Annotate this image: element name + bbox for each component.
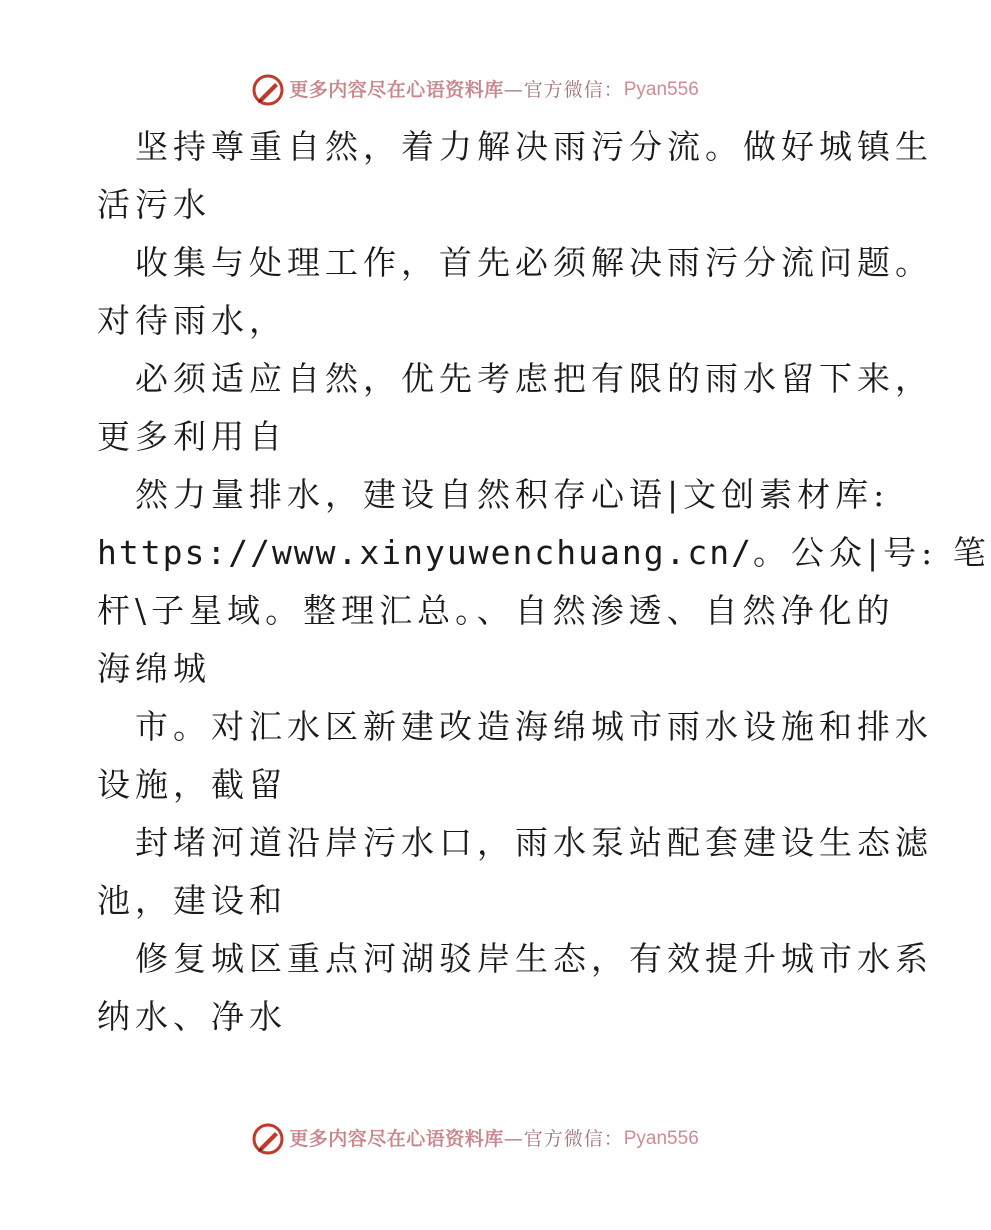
document-body [97, 118, 991, 1046]
text-line: 杆\子星域。整理汇总。、自然渗透、自然净化的 [97, 591, 895, 630]
text-line: 必须适应自然，优先考虑把有限的雨水留下来， [135, 359, 933, 398]
text-line: 活污水 [97, 185, 211, 224]
text-line: 封堵河道沿岸污水口，雨水泵站配套建设生态滤 [135, 823, 933, 862]
text-line: 设施，截留 [97, 765, 287, 804]
banner-contact: —官方微信： [503, 79, 624, 101]
text-line: 更多利用自 [97, 417, 287, 456]
text-line: 收集与处理工作，首先必须解决雨污分流问题。 [135, 243, 933, 282]
text-line: 海绵城 [97, 649, 211, 688]
text-line: 市。对汇水区新建改造海绵城市雨水设施和排水 [135, 707, 933, 746]
pen-logo-icon [251, 73, 285, 107]
text-line: 修复城区重点河湖驳岸生态，有效提升城市水系 [135, 939, 933, 978]
text-line: 然力量排水，建设自然积存心语|文创素材库: [135, 475, 890, 514]
banner-contact: —官方微信： [503, 1128, 624, 1150]
banner-brand: 更多内容尽在心语资料库 [289, 79, 504, 101]
pen-logo-icon [251, 1122, 285, 1156]
banner-handle: Pyan556 [623, 1128, 699, 1149]
text-line-url [97, 524, 991, 582]
header-banner [0, 70, 950, 110]
text-line: 纳水、净水 [97, 997, 287, 1036]
url-trailing-text: 。公众|号: 笔 [753, 533, 991, 572]
url-text: https://www.xinyuwenchuang.cn/ [97, 533, 754, 572]
text-line: 对待雨水， [97, 301, 287, 340]
text-line: 池，建设和 [97, 881, 287, 920]
footer-banner [0, 1119, 950, 1159]
text-line: 坚持尊重自然，着力解决雨污分流。做好城镇生 [135, 127, 933, 166]
banner-handle: Pyan556 [623, 79, 699, 100]
banner-brand: 更多内容尽在心语资料库 [289, 1128, 504, 1150]
